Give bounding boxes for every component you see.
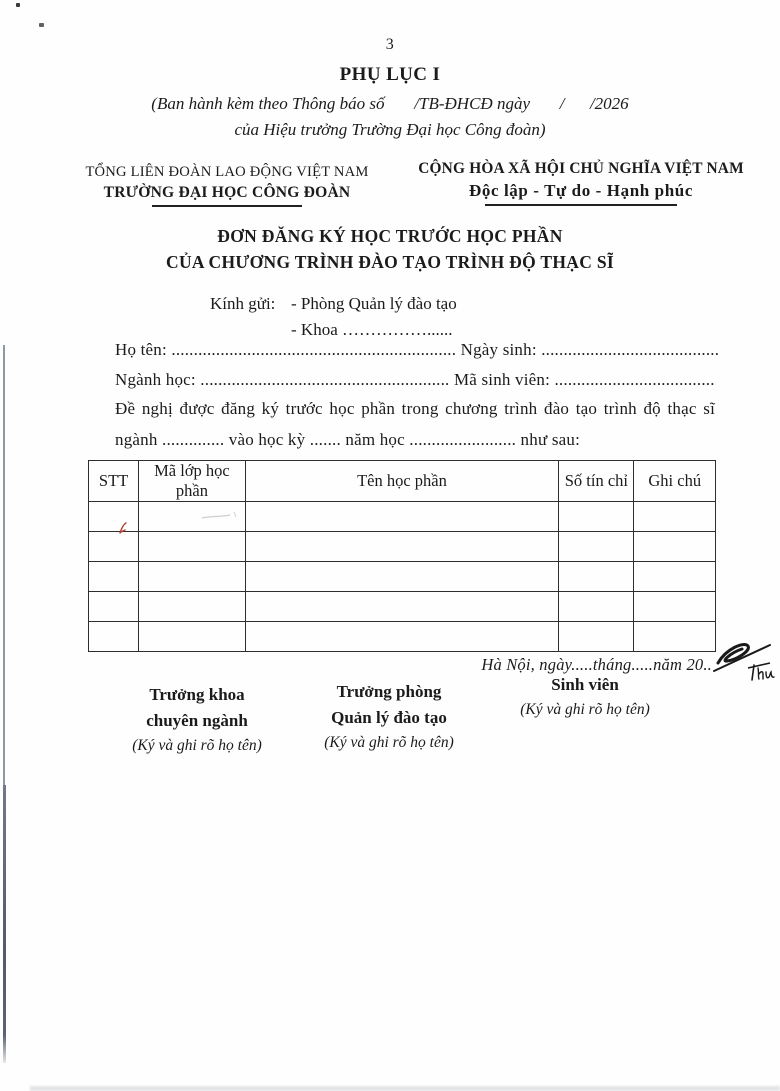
table-header-class-code: Mã lớp học phần (139, 461, 246, 502)
page-number: 3 (385, 36, 395, 53)
letterhead-underline (152, 205, 302, 207)
scan-speck (39, 23, 44, 27)
salutation-recipient-2: - Khoa ……………...... (291, 320, 453, 339)
table-cell (634, 562, 716, 592)
table-cell (634, 622, 716, 652)
signer-title: Sinh viên (551, 675, 619, 694)
table-cell (245, 532, 559, 562)
salutation-label: Kính gửi: (210, 294, 276, 313)
form-title-line1: ĐƠN ĐĂNG KÝ HỌC TRƯỚC HỌC PHẦN (217, 226, 563, 246)
red-ink-mark (116, 520, 136, 538)
table-cell (245, 502, 559, 532)
national-motto: Độc lập - Tự do - Hạnh phúc (468, 181, 693, 200)
issued-note-line2: của Hiệu trưởng Trường Đại học Công đoàn) (234, 120, 546, 139)
table-cell (559, 502, 634, 532)
letterhead-right (400, 160, 762, 206)
signer-title: chuyên ngành (146, 711, 248, 730)
signature-note: (Ký và ghi rõ họ tên) (520, 701, 650, 718)
table-header-row (89, 461, 716, 502)
table-row (89, 562, 716, 592)
table-cell (559, 532, 634, 562)
table-cell (245, 622, 559, 652)
table-cell (89, 562, 139, 592)
table-cell (634, 502, 716, 532)
country-name: CỘNG HÒA XÃ HỘI CHỦ NGHĨA VIỆT NAM (418, 160, 744, 177)
course-table (88, 460, 716, 652)
pencil-smudge (200, 508, 240, 524)
table-cell (634, 592, 716, 622)
table-cell (139, 622, 246, 652)
table-row (89, 622, 716, 652)
table-cell (139, 592, 246, 622)
form-title-line2: CỦA CHƯƠNG TRÌNH ĐÀO TẠO TRÌNH ĐỘ THẠC SĨ (166, 252, 614, 272)
request-detail-line: ngành .............. vào học kỳ ....... năm học ........................ như sau: (115, 430, 580, 449)
table-cell (559, 562, 634, 592)
salutation-recipient-1: - Phòng Quản lý đào tạo (291, 294, 457, 313)
request-paragraph: Đề nghị được đăng ký trước học phần trong chương trình đào tạo trình độ thạc sĩ (115, 399, 715, 418)
table-header-course-name: Tên học phần (245, 461, 559, 502)
table-row (89, 502, 716, 532)
scan-speck (16, 3, 20, 7)
school-name: TRƯỜNG ĐẠI HỌC CÔNG ĐOÀN (103, 184, 351, 201)
appendix-title: PHỤ LỤC I (339, 64, 441, 85)
organization-name: TỔNG LIÊN ĐOÀN LAO ĐỘNG VIỆT NAM (85, 164, 369, 180)
signature-block-dean (92, 682, 302, 758)
signature-block-student (465, 672, 705, 722)
table-cell (139, 532, 246, 562)
motto-underline (485, 204, 677, 206)
table-row (89, 532, 716, 562)
table-cell (559, 592, 634, 622)
name-dob-line: Họ tên: ................................................................ Ngày sinh: ........................................ (115, 340, 720, 359)
table-cell (634, 532, 716, 562)
issued-note-line1: (Ban hành kèm theo Thông báo số /TB-ĐHCĐ ngày / /2026 (151, 94, 629, 113)
major-studentid-line: Ngành học: ........................................................ Mã sinh viên: .................................... (115, 370, 715, 389)
scan-edge-line (3, 785, 6, 1063)
letterhead-left (52, 164, 402, 207)
date-place-line: Hà Nội, ngày.....tháng.....năm 20.. (481, 655, 712, 674)
handwritten-initials-icon (712, 633, 778, 689)
scan-edge-line (3, 345, 5, 787)
table-cell (559, 622, 634, 652)
table-header-stt: STT (89, 461, 139, 502)
table-header-notes: Ghi chú (634, 461, 716, 502)
table-row (89, 592, 716, 622)
table-cell (89, 592, 139, 622)
table-header-credits: Số tín chỉ (559, 461, 634, 502)
signer-title: Trưởng khoa (149, 685, 245, 704)
scan-bottom-shadow (30, 1086, 780, 1091)
signature-note: (Ký và ghi rõ họ tên) (132, 737, 262, 754)
table-cell (245, 592, 559, 622)
table-cell (245, 562, 559, 592)
signature-note: (Ký và ghi rõ họ tên) (324, 734, 454, 751)
table-cell (89, 622, 139, 652)
table-cell (139, 562, 246, 592)
signer-title: Quản lý đào tạo (331, 708, 447, 727)
signer-title: Trưởng phòng (336, 682, 442, 701)
